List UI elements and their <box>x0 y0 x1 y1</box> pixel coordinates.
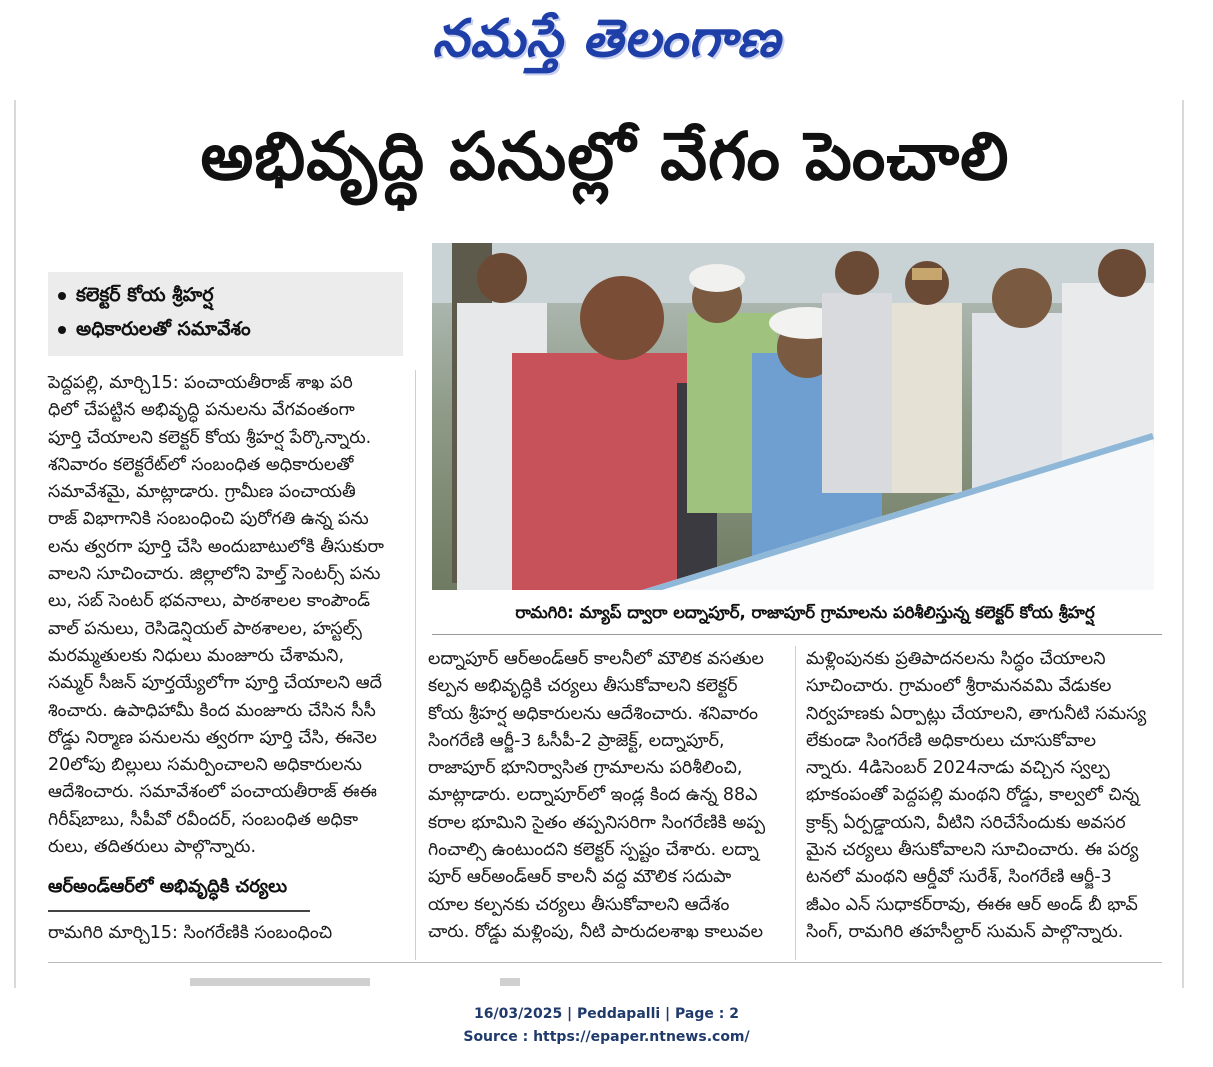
highlight-item: కలెక్టర్ కోయ శ్రీహర్ష <box>58 284 214 311</box>
news-photo <box>432 243 1154 590</box>
footer-date-line: 16/03/2025 | Peddapalli | Page : 2 <box>474 1006 739 1022</box>
column-divider <box>795 646 796 960</box>
article-column-3: మళ్లింపునకు ప్రతిపాదనలను సిద్ధం చేయాలని సూచించారు. గ్రామంలో శ్రీరామనవమి వేడుకల నిర్వహణకు ఏర్పాట్లు చేయాలని, తాగునీటి సమస్య లేకుండా సింగరేణి అధికారులు చూసుకోవాల న్నారు. 4డిసెంబర్ 2024నాడు వచ్చిన స్వల్ప భూకంపంతో పెద్దపల్లి మంథని రోడ్డు, కాల్వలో చిన్న క్రాక్స్ ఏర్పడ్డాయని, వీటిని సరిచేసేందుకు అవసర మైన చర్యలు తీసుకోవాలని సూచించారు. ఈ పర్య టనలో మంథని ఆర్డీవో సురేశ్, సింగరేణి ఆర్జీ-3 జీఎం ఎన్ సుధాకర్‌రావు, ఈఈ ఆర్ అండ్ బీ భావ్ సింగ్, రామగిరి తహసీల్దార్ సుమన్ పాల్గొన్నారు. <box>806 649 1147 942</box>
sub-headline: ఆర్‌అండ్‌ఆర్‌లో అభివృద్ధికి చర్యలు <box>48 876 288 897</box>
bottom-divider <box>48 962 1162 963</box>
article-column-1: పెద్దపల్లి, మార్చి15: పంచాయతీరాజ్ శాఖ పరి ధిలో చేపట్టిన అభివృద్ధి పనులను వేగవంతంగా పూర్తి చేయాలని కలెక్టర్ కోయ శ్రీహర్ష పేర్కొన్నారు. శనివారం కలెక్టరేట్‌లో సంబంధిత అధికారులతో సమావేశమై, మాట్లాడారు. గ్రామీణ పంచాయతీ రాజ్ విభాగానికి సంబంధించి పురోగతి ఉన్న పను లను త్వరగా పూర్తి చేసి అందుబాటులోకి తీసుకురా వాలని సూచించారు. జిల్లాలోని హెల్త్ సెంటర్స్ పను లు, సబ్ సెంటర్ భవనాలు, పాఠశాలల కాంపౌండ్ వాల్ పనులు, రెసిడెన్షియల్ పాఠశాలల, హస్టల్స్ మరమ్మతులకు నిధులు మంజూరు చేశామని, సమ్మర్ సీజన్ పూర్తయ్యేలోగా పూర్తి చేయాలని ఆదే శించారు. ఉపాధిహామీ కింద మంజూరు చేసిన సీసీ రోడ్డు నిర్మాణ పనులను త్వరగా పూర్తి చేసి, ఈనెల 20లోపు బిల్లులు సమర్పించాలని అధికారులను ఆదేశించారు. సమావేశంలో పంచాయతీరాజ్ ఈఈ గిరీష్‌బాబు, సీపీవో రవీందర్, సంబంధిత అధికా రులు, తదితరులు పాల్గొన్నారు. <box>48 373 384 858</box>
page-border-right <box>1182 100 1184 988</box>
sub-headline-underline <box>48 910 310 912</box>
highlight-item: అధికారులతో సమావేశం <box>58 318 251 345</box>
masthead-logo: నమస్తే తెలంగాణ <box>432 8 781 69</box>
clipped-text-fragment <box>190 978 370 986</box>
caption-divider <box>432 634 1162 635</box>
sub-article-lead: రామగిరి మార్చి15: సింగరేణికి సంబంధించి <box>48 923 333 943</box>
column-divider <box>415 370 416 960</box>
page-border-left <box>14 100 16 988</box>
highlights-box <box>48 272 403 356</box>
article-headline: అభివృద్ధి పనుల్లో వేగం పెంచాలి <box>200 118 1010 195</box>
bullet-icon <box>58 326 66 334</box>
clipped-text-fragment <box>500 978 520 986</box>
article-column-2: లద్నాపూర్ ఆర్‌అండ్‌ఆర్ కాలనీలో మౌలిక వసతుల కల్పన అభివృద్ధికి చర్యలు తీసుకోవాలని కలెక్టర్ కోయ శ్రీహర్ష అధికారులను ఆదేశించారు. శనివారం సింగరేణి ఆర్జీ-3 ఓసీపీ-2 ప్రాజెక్ట్, లద్నాపూర్, రాజాపూర్ భూనిర్వాసిత గ్రామాలను పరిశీలించి, మాట్లాడారు. లద్నాపూర్‌లో ఇండ్ల కింద ఉన్న 88ఎ కరాల భూమిని సైతం తప్పనిసరిగా సింగరేణికి అప్ప గించాల్సి ఉంటుందని కలెక్టర్ స్పష్టం చేశారు. లద్నా పూర్ ఆర్‌అండ్‌ఆర్ కాలనీ వద్ద మౌలిక సదుపా యాల కల్పనకు చర్యలు తీసుకోవాలని ఆదేశం చారు. రోడ్డు మళ్లింపు, నీటి పారుదలశాఖ కాలువల <box>428 649 766 942</box>
photo-caption: రామగిరి: మ్యాప్ ద్వారా లద్నాపూర్, రాజాపూర్ గ్రామాలను పరిశీలిస్తున్న కలెక్టర్ కోయ శ్రీహర్ష <box>515 603 1095 622</box>
photo-illustration <box>432 243 1154 590</box>
footer-source-line: Source : https://epaper.ntnews.com/ <box>463 1029 750 1045</box>
bullet-icon <box>58 292 66 300</box>
